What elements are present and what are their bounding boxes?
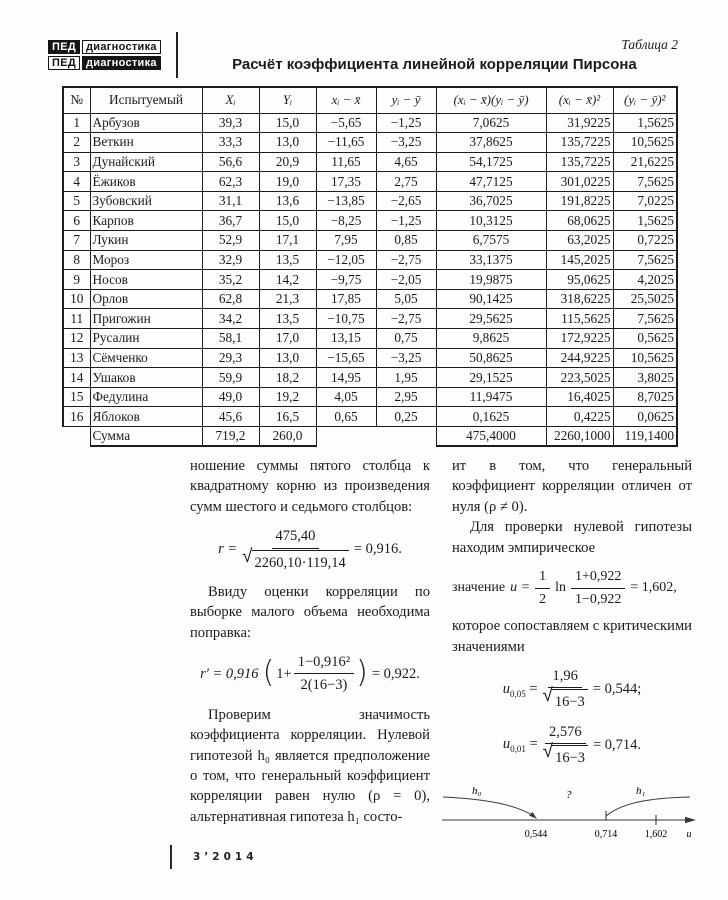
table-row xyxy=(63,231,677,251)
table-cell: 13 xyxy=(63,348,90,368)
table-cell: 17,0 xyxy=(259,329,316,349)
table-row xyxy=(63,368,677,388)
table-cell: −9,75 xyxy=(316,270,376,290)
table-cell: 10 xyxy=(63,289,90,309)
table-cell: 0,85 xyxy=(376,231,436,251)
radicand: 2260,10·119,14 xyxy=(252,550,349,573)
paragraph: Для проверки нулевой гипотезы находим эмпирическое xyxy=(452,519,692,556)
table-cell: 90,1425 xyxy=(436,289,546,309)
sum-x: 719,2 xyxy=(202,427,259,447)
table-cell: 8,7025 xyxy=(613,387,677,407)
u-symbol: u xyxy=(502,680,510,697)
formula-lhs: u = xyxy=(510,580,531,596)
table-cell: −1,25 xyxy=(376,113,436,133)
table-cell: −2,75 xyxy=(376,250,436,270)
body-text xyxy=(190,456,692,853)
table-cell: 301,0225 xyxy=(546,172,613,192)
denominator xyxy=(242,545,349,573)
table-cell: 145,2025 xyxy=(546,250,613,270)
table-cell: 7,5625 xyxy=(613,172,677,192)
table-cell: 0,65 xyxy=(316,407,376,427)
table-cell: 13,6 xyxy=(259,191,316,211)
table-cell: −3,25 xyxy=(376,348,436,368)
ped-diagnostika-logo xyxy=(48,40,161,70)
table-cell: 0,5625 xyxy=(613,329,677,349)
radical-sign: √ xyxy=(542,741,554,763)
logo-badge: ПЕД xyxy=(48,40,80,54)
table-cell: 31,1 xyxy=(202,191,259,211)
fraction xyxy=(571,567,625,609)
header-title-area xyxy=(191,37,678,73)
header-divider xyxy=(176,32,178,78)
table-cell: 172,9225 xyxy=(546,329,613,349)
table-cell: −3,25 xyxy=(376,133,436,153)
table-cell: 45,6 xyxy=(202,407,259,427)
table-cell: Дунайский xyxy=(90,152,202,172)
formula-r-corrected xyxy=(190,652,430,696)
table-cell: 6 xyxy=(63,211,90,231)
table-cell: −13,85 xyxy=(316,191,376,211)
table-cell: 223,5025 xyxy=(546,368,613,388)
table-cell: 13,5 xyxy=(259,250,316,270)
table-cell: −12,05 xyxy=(316,250,376,270)
axis-label: u xyxy=(686,829,692,841)
logo-badge: диагностика xyxy=(82,56,161,70)
h0-curve-arrow xyxy=(529,812,537,819)
fraction xyxy=(543,666,588,713)
table-cell: 7,5625 xyxy=(613,250,677,270)
table-cell: Носов xyxy=(90,270,202,290)
table-cell: 14 xyxy=(63,368,90,388)
table-cell: −5,65 xyxy=(316,113,376,133)
radical-sign: √ xyxy=(242,545,253,567)
square-root xyxy=(542,685,588,712)
paragraph: Ввиду оценки корреляции по выборке малого объема необходима поправка: xyxy=(190,583,430,641)
table-cell: 16 xyxy=(63,407,90,427)
table-cell: 19,9875 xyxy=(436,270,546,290)
numerator: 1+0,922 xyxy=(571,567,625,589)
table-cell: 1 xyxy=(63,113,90,133)
table-cell: −15,65 xyxy=(316,348,376,368)
close-paren: ) xyxy=(356,655,368,691)
square-root xyxy=(242,545,349,573)
formula-prefix: значение xyxy=(452,580,506,596)
table-cell: 3,8025 xyxy=(613,368,677,388)
table-cell: 0,1625 xyxy=(436,407,546,427)
formula-rhs: = 0,544; xyxy=(592,681,642,698)
left-column xyxy=(190,456,430,853)
table-cell: 9 xyxy=(63,270,90,290)
page-header xyxy=(48,32,678,78)
table-cell: 5,05 xyxy=(376,289,436,309)
sum-row-empty-number xyxy=(63,427,90,447)
formula-lhs: r′ = 0,916 xyxy=(200,665,259,682)
table-row xyxy=(63,289,677,309)
sum-row xyxy=(63,427,677,447)
table-cell: 25,5025 xyxy=(613,289,677,309)
table-row xyxy=(63,211,677,231)
question-label: ? xyxy=(566,789,572,802)
denominator xyxy=(542,741,588,768)
table-cell: 19,0 xyxy=(259,172,316,192)
table-cell: −11,65 xyxy=(316,133,376,153)
formula-u001 xyxy=(452,722,692,769)
table-cell: 62,3 xyxy=(202,172,259,192)
table-cell: Зубовский xyxy=(90,191,202,211)
diagram-svg xyxy=(440,782,698,846)
table-cell: Арбузов xyxy=(90,113,202,133)
axis-arrow xyxy=(685,817,696,823)
table-cell: Мороз xyxy=(90,250,202,270)
sum-product: 475,4000 xyxy=(436,427,546,447)
table-cell: 47,7125 xyxy=(436,172,546,192)
table-cell: 7,0225 xyxy=(613,191,677,211)
sum-y: 260,0 xyxy=(259,427,316,447)
sum-label: Сумма xyxy=(90,427,202,447)
table-cell: 33,1375 xyxy=(436,250,546,270)
table-cell: 20,9 xyxy=(259,152,316,172)
table-cell: 33,3 xyxy=(202,133,259,153)
table-cell: 10,3125 xyxy=(436,211,546,231)
sum-ydev2: 119,1400 xyxy=(613,427,677,447)
fraction xyxy=(543,722,588,769)
right-column xyxy=(452,456,692,853)
ln-operator: ln xyxy=(555,580,566,596)
sum-row-blank xyxy=(316,427,436,447)
tick2-label: 0,714 xyxy=(594,829,618,841)
table-cell: Сёмченко xyxy=(90,348,202,368)
inner-term: 1+ xyxy=(276,665,292,682)
table-cell: 1,5625 xyxy=(613,113,677,133)
numerator: 1 xyxy=(535,567,550,589)
table-cell: 15,0 xyxy=(259,211,316,231)
table-cell: Пригожин xyxy=(90,309,202,329)
formula-u005 xyxy=(452,666,692,713)
col-header-x: Xᵢ xyxy=(202,87,259,113)
table-cell: 10,5625 xyxy=(613,133,677,153)
table-cell: 39,3 xyxy=(202,113,259,133)
paragraph: Проверим значимость коэффициента корреляции. Нулевой гипотезой h₀ является предположение о том, что генеральный коэффициент корреляции равен нулю (ρ = 0), альтернативная гипотеза h₁ состо- xyxy=(190,706,430,825)
numerator: 475,40 xyxy=(272,526,320,548)
paragraph: ношение суммы пятого столбца к квадратному корню из произведения сумм шестого и седьмого столбцов: xyxy=(190,458,430,515)
table-cell: 2,95 xyxy=(376,387,436,407)
table-cell: 7,5625 xyxy=(613,309,677,329)
denominator: 2 xyxy=(539,591,547,607)
h1-curve xyxy=(606,797,690,816)
table-cell: Ёжиков xyxy=(90,172,202,192)
table-cell: 7,95 xyxy=(316,231,376,251)
table-cell: 52,9 xyxy=(202,231,259,251)
table-cell: 16,5 xyxy=(259,407,316,427)
table-cell: 12 xyxy=(63,329,90,349)
table-cell: 21,6225 xyxy=(613,152,677,172)
table-cell: 13,15 xyxy=(316,329,376,349)
table-cell: 6,7575 xyxy=(436,231,546,251)
table-cell: 13,5 xyxy=(259,309,316,329)
table-cell: 17,85 xyxy=(316,289,376,309)
col-header-ydev: yᵢ − ȳ xyxy=(376,87,436,113)
formula-rhs: = 0,916. xyxy=(353,541,402,558)
col-header-ydev2: (yᵢ − ȳ)² xyxy=(613,87,677,113)
tick3-label: 1,602 xyxy=(644,829,668,841)
table-cell: 13,0 xyxy=(259,348,316,368)
table-cell: Карпов xyxy=(90,211,202,231)
table-cell: 2 xyxy=(63,133,90,153)
table-row xyxy=(63,387,677,407)
table-cell: 15,0 xyxy=(259,113,316,133)
numerator: 1,96 xyxy=(548,666,581,688)
numerator: 2,576 xyxy=(545,722,586,744)
table-cell: 37,8625 xyxy=(436,133,546,153)
col-header-product: (xᵢ − x̄)(yᵢ − ȳ) xyxy=(436,87,546,113)
table-cell: 21,3 xyxy=(259,289,316,309)
formula-rhs: = 0,922. xyxy=(371,665,420,682)
radicand: 16−3 xyxy=(552,689,588,712)
denominator: 1−0,922 xyxy=(574,591,622,607)
table-cell: 244,9225 xyxy=(546,348,613,368)
table-cell: Ушаков xyxy=(90,368,202,388)
denominator: 2(16−3) xyxy=(300,677,348,694)
table-row xyxy=(63,113,677,133)
table-cell: 68,0625 xyxy=(546,211,613,231)
table-cell: 135,7225 xyxy=(546,133,613,153)
table-row xyxy=(63,348,677,368)
h0-label: h₀ xyxy=(472,785,482,798)
table-cell: 36,7 xyxy=(202,211,259,231)
table-cell: 1,95 xyxy=(376,368,436,388)
table-cell: 13,0 xyxy=(259,133,316,153)
table-cell: 58,1 xyxy=(202,329,259,349)
logo-label: диагностика xyxy=(82,40,161,54)
table-cell: Орлов xyxy=(90,289,202,309)
table-cell: Федулина xyxy=(90,387,202,407)
u-subscript: 0,01 xyxy=(510,744,526,755)
table-cell: 15 xyxy=(63,387,90,407)
table-cell: Лукин xyxy=(90,231,202,251)
table-cell: 32,9 xyxy=(202,250,259,270)
radical-sign: √ xyxy=(542,685,553,707)
fraction xyxy=(535,567,550,609)
table-cell: 2,75 xyxy=(376,172,436,192)
table-row xyxy=(63,407,677,427)
formula-u xyxy=(452,567,692,609)
table-cell: 18,2 xyxy=(259,368,316,388)
open-paren: ( xyxy=(262,655,275,691)
logo-row xyxy=(48,56,161,70)
radicand: 16−3 xyxy=(552,745,588,768)
table-row xyxy=(63,309,677,329)
denominator xyxy=(542,685,588,712)
page-title: Расчёт коэффициента линейной корреляции Пирсона xyxy=(232,56,637,73)
paragraph: ит в том, что генеральный коэффициент корреляции отличен от нуля (ρ ≠ 0). xyxy=(452,458,692,515)
table-cell: 11,9475 xyxy=(436,387,546,407)
table-cell: 135,7225 xyxy=(546,152,613,172)
table-row xyxy=(63,250,677,270)
sum-xdev2: 2260,1000 xyxy=(546,427,613,447)
table-footer xyxy=(63,427,677,447)
table-header-row xyxy=(63,87,677,113)
table-cell: 62,8 xyxy=(202,289,259,309)
table-cell: 19,2 xyxy=(259,387,316,407)
table-cell: −2,05 xyxy=(376,270,436,290)
table-cell: 16,4025 xyxy=(546,387,613,407)
table-cell: −10,75 xyxy=(316,309,376,329)
square-root xyxy=(542,741,588,768)
table-cell: −2,75 xyxy=(376,309,436,329)
formula-lhs: $u_{0,01}$ = xyxy=(502,736,538,755)
table-row xyxy=(63,172,677,192)
formula-lhs: $u_{0,05}$ = xyxy=(502,680,538,699)
table-cell: 0,4225 xyxy=(546,407,613,427)
table-cell: 56,6 xyxy=(202,152,259,172)
numerator: 1−0,916² xyxy=(294,652,354,674)
table-cell: 54,1725 xyxy=(436,152,546,172)
table-cell: 0,7225 xyxy=(613,231,677,251)
table-cell: −2,65 xyxy=(376,191,436,211)
formula-lhs: r = xyxy=(218,541,238,558)
table-cell: 0,75 xyxy=(376,329,436,349)
tick1-label: 0,544 xyxy=(524,829,548,841)
u-subscript: 0,05 xyxy=(509,688,526,699)
table-label: Таблица 2 xyxy=(621,37,678,52)
table-cell: 29,3 xyxy=(202,348,259,368)
correlation-table xyxy=(62,86,678,447)
table-cell: Русалин xyxy=(90,329,202,349)
table-cell: 29,1525 xyxy=(436,368,546,388)
table-cell: 49,0 xyxy=(202,387,259,407)
formula-r xyxy=(190,526,430,573)
logo-row xyxy=(48,40,161,54)
table-cell: 191,8225 xyxy=(546,191,613,211)
table-cell: 59,9 xyxy=(202,368,259,388)
hypothesis-diagram xyxy=(440,782,692,852)
fraction xyxy=(294,652,354,696)
table-cell: 35,2 xyxy=(202,270,259,290)
table-row xyxy=(63,270,677,290)
table-cell: 50,8625 xyxy=(436,348,546,368)
table-cell: 11 xyxy=(63,309,90,329)
table-cell: −1,25 xyxy=(376,211,436,231)
table-cell: 10,5625 xyxy=(613,348,677,368)
formula-rhs: = 0,714. xyxy=(593,736,642,753)
table-cell: 29,5625 xyxy=(436,309,546,329)
col-header-number: № xyxy=(63,87,90,113)
u-symbol: u xyxy=(502,736,511,753)
table-cell: 115,5625 xyxy=(546,309,613,329)
h0-curve xyxy=(443,797,534,816)
table-cell: 31,9225 xyxy=(546,113,613,133)
col-header-name: Испытуемый xyxy=(90,87,202,113)
table-header xyxy=(63,87,677,113)
table-cell: Яблоков xyxy=(90,407,202,427)
table-cell: 7 xyxy=(63,231,90,251)
col-header-xdev2: (xᵢ − x̄)² xyxy=(546,87,613,113)
table-cell: 5 xyxy=(63,191,90,211)
table-body xyxy=(63,113,677,427)
table-cell: 34,2 xyxy=(202,309,259,329)
table-cell: Веткин xyxy=(90,133,202,153)
table-cell: −8,25 xyxy=(316,211,376,231)
table-cell: 0,25 xyxy=(376,407,436,427)
table-cell: 0,0625 xyxy=(613,407,677,427)
table-cell: 7,0625 xyxy=(436,113,546,133)
table-cell: 14,95 xyxy=(316,368,376,388)
table-cell: 9,8625 xyxy=(436,329,546,349)
table-cell: 4 xyxy=(63,172,90,192)
formula-rhs: = 1,602, xyxy=(630,580,677,596)
table-cell: 3 xyxy=(63,152,90,172)
table-row xyxy=(63,191,677,211)
table-cell: 63,2025 xyxy=(546,231,613,251)
col-header-y: Yᵢ xyxy=(259,87,316,113)
table-row xyxy=(63,152,677,172)
paragraph: которое сопоставляем с критическими значениями xyxy=(452,618,692,655)
table-cell: 4,2025 xyxy=(613,270,677,290)
page-footer xyxy=(170,845,258,869)
table-cell: 8 xyxy=(63,250,90,270)
footer-rule xyxy=(170,845,172,869)
table-cell: 1,5625 xyxy=(613,211,677,231)
table-row xyxy=(63,329,677,349)
table-cell: 36,7025 xyxy=(436,191,546,211)
table-cell: 17,35 xyxy=(316,172,376,192)
col-header-xdev: xᵢ − x̄ xyxy=(316,87,376,113)
table-cell: 4,65 xyxy=(376,152,436,172)
fraction xyxy=(242,526,349,573)
logo-label: ПЕД xyxy=(48,56,80,70)
table-cell: 318,6225 xyxy=(546,289,613,309)
table-cell: 14,2 xyxy=(259,270,316,290)
table-cell: 4,05 xyxy=(316,387,376,407)
table-cell: 95,0625 xyxy=(546,270,613,290)
table-cell: 11,65 xyxy=(316,152,376,172)
issue-number: 3’2014 xyxy=(193,851,258,863)
h1-label: h₁ xyxy=(636,785,646,798)
table-row xyxy=(63,133,677,153)
table-cell: 17,1 xyxy=(259,231,316,251)
